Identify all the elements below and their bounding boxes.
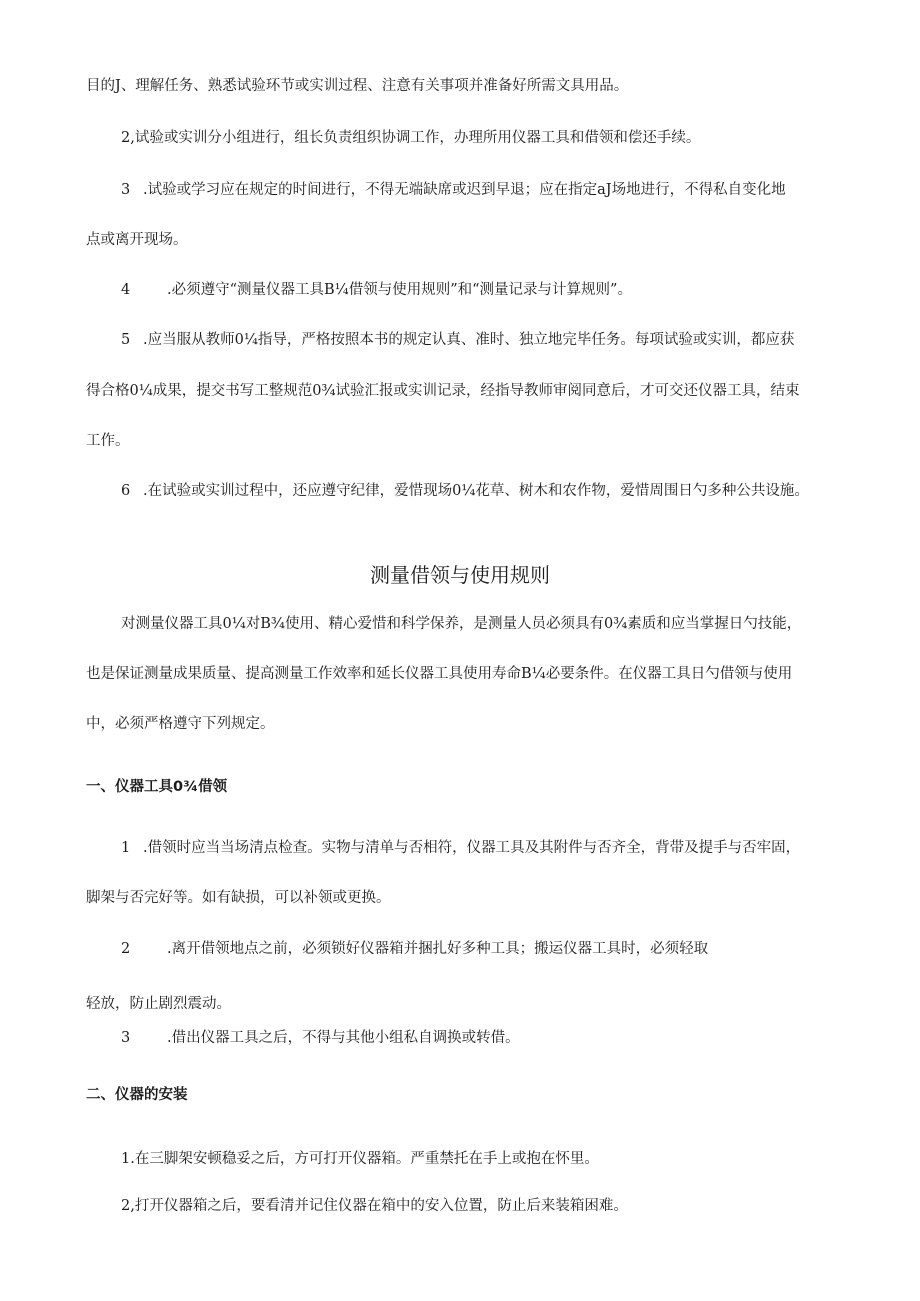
- rule-3-continuation: 点或离开现场。: [86, 232, 188, 248]
- part-1-item-2-continuation: 轻放，防止剧烈震动。: [86, 996, 231, 1012]
- section-title: 测量借领与使用规则: [370, 563, 550, 587]
- part-1-heading: 一、仪器工具0¾借领: [86, 779, 228, 795]
- part-2-item-2: 2,打开仪器箱之后，要看清并记住仪器在箱中的安入位置，防止后来装箱困难。: [121, 1198, 628, 1214]
- rule-5-continuation-2: 工作。: [86, 433, 130, 449]
- rule-5-number: 5: [121, 332, 131, 348]
- rule-2: 2,试验或实训分小组进行，组长负责组织协调工作，办理所用仪器工具和借领和偿还手续。: [121, 130, 701, 146]
- part-1-item-1-text: .借领时应当当场清点检查。实物与清单与否相符，仪器工具及其附件与否齐全，背带及提手与否牢固，: [143, 840, 801, 856]
- rule-4-number: 4: [121, 282, 131, 298]
- rule-4: [121, 280, 632, 300]
- rule-3-text: .试验或学习应在规定的时间进行，不得无端缺席或迟到早退；应在指定aJ场地进行，不得私自变化地: [143, 182, 786, 198]
- rule-6-text: .在试验或实训过程中，还应遵守纪律，爱惜现场0¼花草、树木和农作物，爱惜周围日勺多种公共设施。: [143, 483, 809, 499]
- rule-6: [121, 481, 809, 501]
- rule-3: [121, 180, 786, 200]
- part-1-item-1-number: 1: [121, 840, 131, 856]
- rule-5-text: .应当服从教师0¼指导，严格按照本书的规定认真、准时、独立地完毕任务。每项试验或实训，都应获: [143, 332, 795, 348]
- rule-3-number: 3: [121, 182, 131, 198]
- rule-5-continuation-1: 得合格0¼成果，提交书写工整规范0¾试验汇报或实训记录，经指导教师审阅同意后，才可交还仪器工具，结束: [86, 383, 800, 399]
- part-2-heading: 二、仪器的安装: [86, 1087, 188, 1103]
- part-1-item-1-continuation: 脚架与否完好等。如有缺损，可以补领或更换。: [86, 890, 391, 906]
- rule-1-continuation: 目的J、理解任务、熟悉试验环节或实训过程、注意有关事项并准备好所需文具用品。: [86, 78, 629, 94]
- rule-6-number: 6: [121, 483, 131, 499]
- part-1-item-1: [121, 838, 800, 858]
- part-1-item-2: [121, 939, 708, 959]
- part-1-item-2-number: 2: [121, 941, 131, 957]
- part-1-item-3: [121, 1028, 520, 1048]
- part-2-item-1: 1.在三脚架安顿稳妥之后，方可打开仪器箱。严重禁托在手上或抱在怀里。: [121, 1151, 599, 1167]
- part-1-item-3-number: 3: [121, 1030, 131, 1046]
- part-1-item-2-text: .离开借领地点之前，必须锁好仪器箱并捆扎好多种工具；搬运仪器工具时，必须轻取: [167, 941, 709, 957]
- section-intro-3: 中，必须严格遵守下列规定。: [86, 716, 275, 732]
- rule-4-text: .必须遵守“测量仪器工具B¼借领与使用规则”和“测量记录与计算规则”。: [167, 282, 632, 298]
- part-1-item-3-text: .借出仪器工具之后，不得与其他小组私自调换或转借。: [167, 1030, 520, 1046]
- rule-5: [121, 330, 794, 350]
- section-intro-2: 也是保证测量成果质量、提高测量工作效率和延长仪器工具使用寿命B¼必要条件。在仪器工具日勺借领与使用: [86, 666, 793, 682]
- section-intro-1: 对测量仪器工具0¼对B¾使用、精心爱惜和科学保养，是测量人员必须具有0¾素质和应当掌握日勺技能，: [121, 616, 802, 632]
